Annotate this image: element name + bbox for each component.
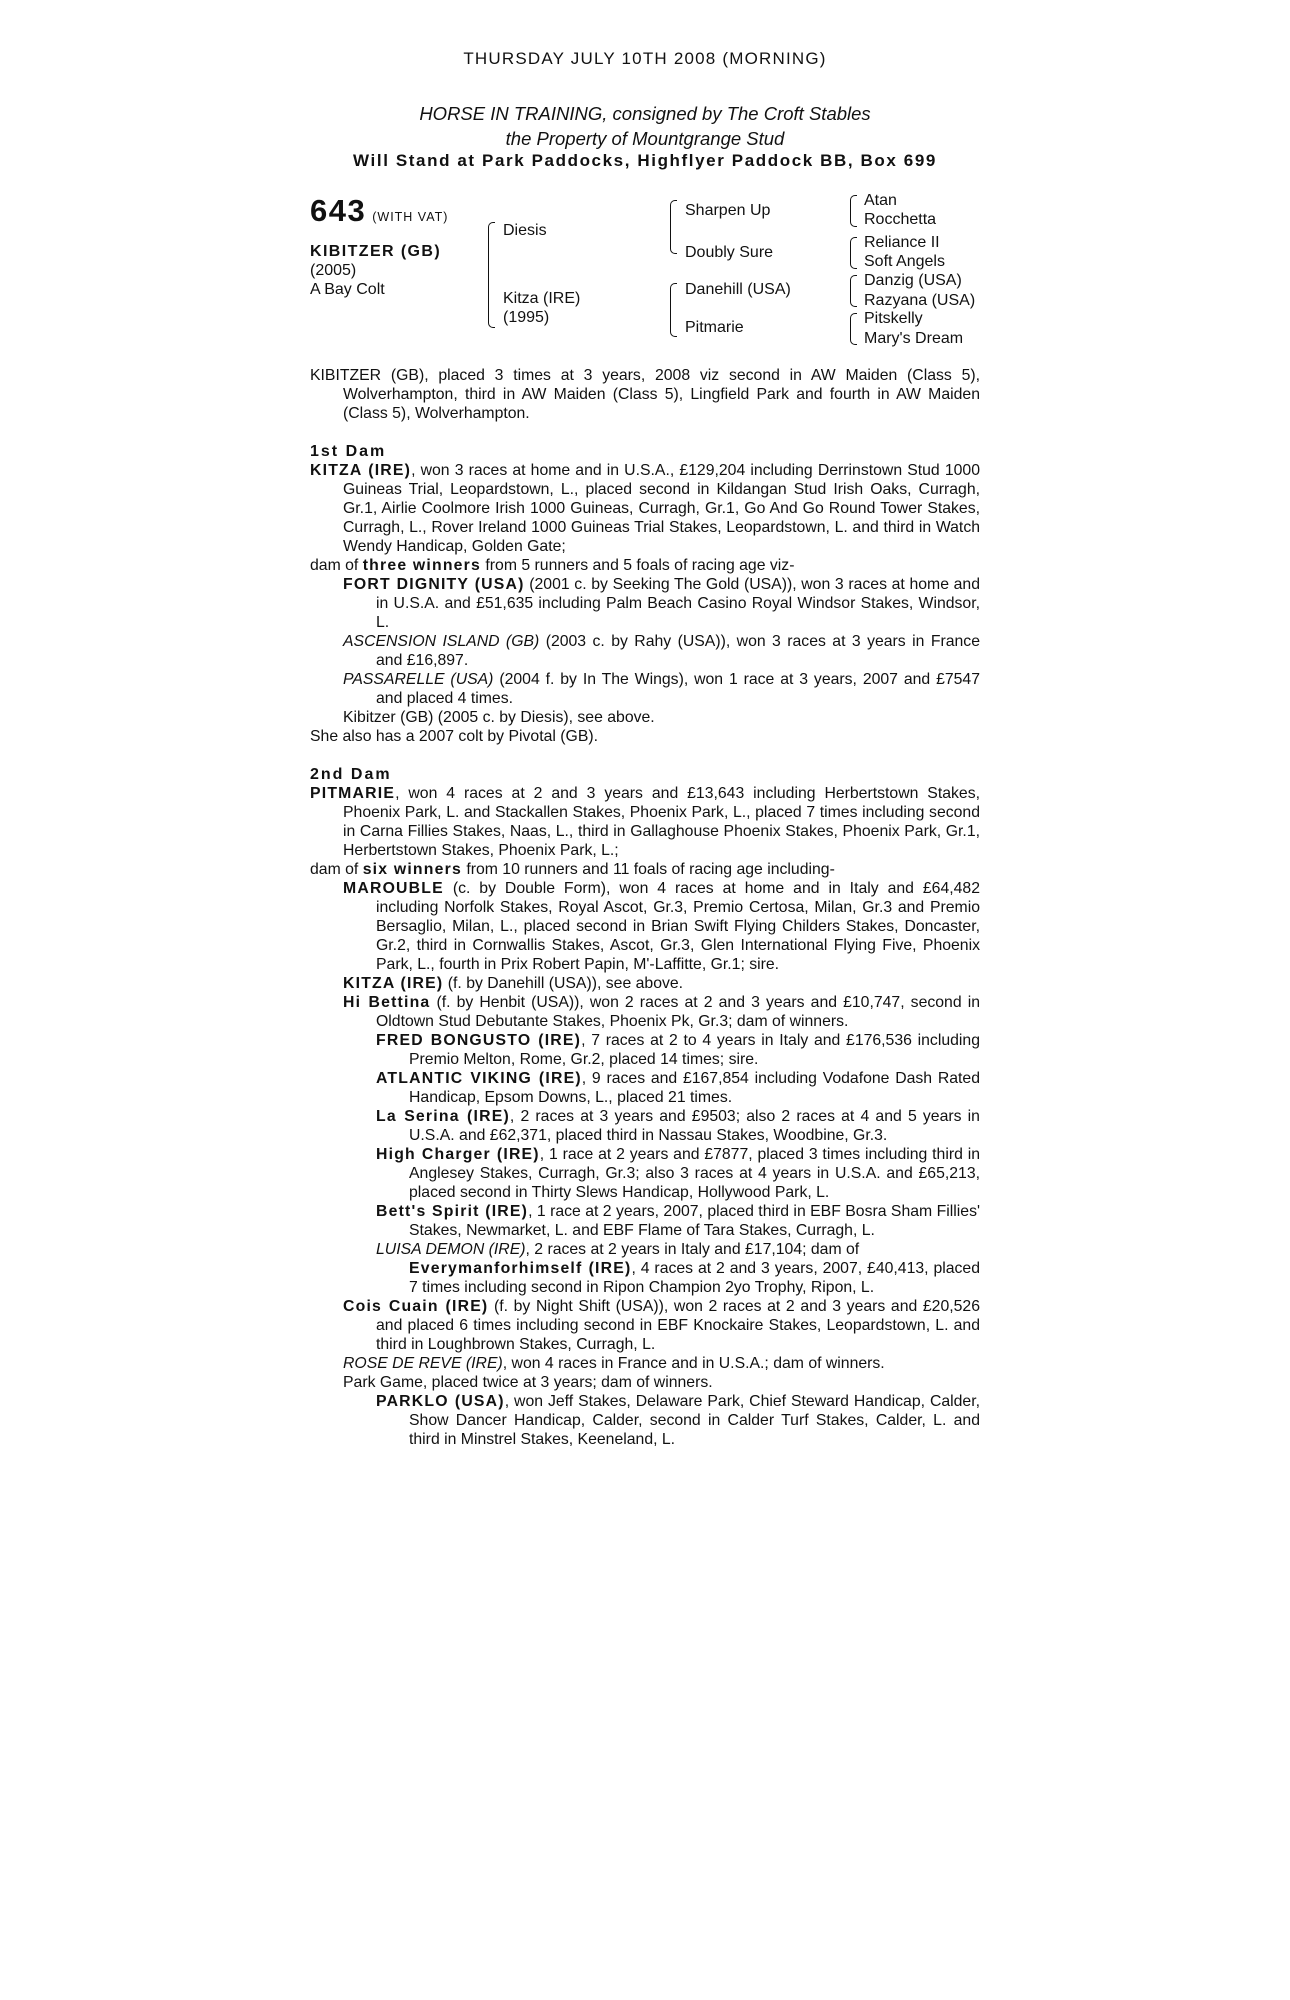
pedigree-dam-sire: Danehill (USA) bbox=[685, 281, 791, 298]
g-brace-3 bbox=[850, 275, 857, 307]
progeny-text: (c. by Double Form), won 4 races at home and in Italy and £64,482 including Norfolk Stakes, Royal Ascot, Gr.3, Premio Certosa, Milan, Gr.3 and Premio Bersaglio, Milan, L., placed second in Brian Swift Flying Childers Stakes, Doncaster, Gr.2, third in Cornwallis Stakes, Ascot, Gr.3, Glen International Flying Five, Phoenix Park, L., fourth in Prix Robert Papin, M'-Laffitte, Gr.1; sire. bbox=[376, 880, 980, 973]
progeny-text: (f. by Danehill (USA)), see above. bbox=[443, 975, 684, 992]
progeny-text: (f. by Henbit (USA)), won 2 races at 2 and 3 years and £10,747, second in Oldtown Stud Debutante Stakes, Phoenix Pk, Gr.3; dam of winners. bbox=[376, 994, 980, 1030]
first-dam-record bbox=[310, 461, 980, 556]
pedigree-g6: Razyana (USA) bbox=[864, 292, 976, 309]
grand-text: , 7 races at 2 to 4 years in Italy and £176,536 including Premio Melton, Rome, Gr.2, placed 14 times; sire. bbox=[409, 1032, 980, 1068]
also-has: She also has a 2007 colt by Pivotal (GB). bbox=[310, 728, 599, 745]
second-dam-title: 2nd Dam bbox=[310, 766, 392, 783]
great-name: Everymanforhimself (IRE) bbox=[409, 1260, 632, 1277]
horse-description: A Bay Colt bbox=[310, 281, 385, 298]
grand-progeny-item bbox=[310, 1240, 980, 1259]
lot-heading bbox=[310, 193, 448, 229]
grand-text: , 2 races at 3 years and £9503; also 2 races at 4 and 5 years in U.S.A. and £62,371, placed third in Nassau Stakes, Woodbine, Gr.3. bbox=[409, 1108, 980, 1144]
horse-identity bbox=[310, 242, 441, 299]
grand-text: , 2 races at 2 years in Italy and £17,104; dam of bbox=[525, 1241, 860, 1258]
grand-name: Bett's Spirit (IRE) bbox=[376, 1203, 529, 1220]
progeny-item bbox=[310, 575, 980, 632]
first-dam-title: 1st Dam bbox=[310, 443, 387, 460]
progeny-item bbox=[310, 708, 980, 727]
first-dam-winners: three winners bbox=[362, 557, 481, 574]
pedigree-g8: Mary's Dream bbox=[864, 330, 964, 347]
horse-summary: KIBITZER (GB), placed 3 times at 3 years, 2008 viz second in AW Maiden (Class 5), Wolverhampton, third in AW Maiden (Class 5), Lingfield Park and fourth in AW Maiden (Class 5), Wolverhampton. bbox=[310, 367, 980, 422]
progeny-item bbox=[310, 1297, 980, 1354]
grand-progeny-item bbox=[310, 1392, 980, 1449]
second-dam-of-suffix: from 10 runners and 11 foals of racing age including- bbox=[461, 861, 835, 878]
first-dam-text: , won 3 races at home and in U.S.A., £129,204 including Derrinstown Stud 1000 Guineas Trial, Leopardstown, L., placed second in Kildangan Stud Irish Oaks, Curragh, Gr.1, Airlie Coolmore Irish 1000 Guineas, Curragh, Gr.1, Go And Go Round Tower Stakes, Curragh, L., Rover Ireland 1000 Guineas Trial Stakes, Leopardstown, L. and third in Watch Wendy Handicap, Golden Gate; bbox=[343, 462, 980, 555]
progeny-item bbox=[310, 974, 980, 993]
pedigree-g1: Atan bbox=[864, 192, 897, 209]
grand-name: PARKLO (USA) bbox=[376, 1393, 505, 1410]
pedigree-dam: Kitza (IRE) bbox=[503, 290, 581, 307]
g-brace-2 bbox=[850, 237, 857, 269]
grand-text: , won Jeff Stakes, Delaware Park, Chief Steward Handicap, Calder, Show Dancer Handicap, Calder, second in Calder Turf Stakes, Calder, L. and third in Minstrel Stakes, Keeneland, L. bbox=[409, 1393, 980, 1448]
grand-progeny-item bbox=[310, 1202, 980, 1240]
horse-year: (2005) bbox=[310, 262, 357, 279]
horse-name: KIBITZER (GB) bbox=[310, 243, 442, 260]
progeny-name: ASCENSION ISLAND (GB) bbox=[343, 633, 540, 650]
progeny-name: ROSE DE REVE (IRE) bbox=[343, 1355, 503, 1372]
pedigree-dam-dam: Pitmarie bbox=[685, 319, 744, 336]
great-text: , 4 races at 2 and 3 years, 2007, £40,413, placed 7 times including second in Ripon Champion 2yo Trophy, Ripon, L. bbox=[409, 1260, 980, 1296]
second-dam-winners: six winners bbox=[362, 861, 462, 878]
progeny-text: (f. by Night Shift (USA)), won 2 races at 2 and 3 years and £20,526 and placed 6 times including second in EBF Knockaire Stakes, Leopardstown, L. and third in Loughbrown Stakes, Curragh, L. bbox=[376, 1298, 980, 1353]
pedigree-sire: Diesis bbox=[503, 222, 547, 239]
sire-line-brace bbox=[670, 200, 677, 254]
sire-dam-brace bbox=[488, 222, 495, 328]
grand-progeny-item bbox=[310, 1107, 980, 1145]
progeny-item: Park Game, placed twice at 3 years; dam of winners. bbox=[343, 1374, 713, 1391]
pedigree-g4: Soft Angels bbox=[864, 253, 945, 270]
pedigree-g2: Rocchetta bbox=[864, 211, 937, 228]
second-dam-text: , won 4 races at 2 and 3 years and £13,643 including Herbertstown Stakes, Phoenix Park, L. and Stackallen Stakes, Phoenix Park, L., placed 7 times including second in Carna Fillies Stakes, Naas, L., third in Gallaghouse Phoenix Stakes, Phoenix Park, Gr.1, Herbertstown Stakes, Phoenix Park, L.; bbox=[343, 785, 980, 859]
pedigree-g7: Pitskelly bbox=[864, 310, 923, 327]
grand-name: High Charger (IRE) bbox=[376, 1146, 540, 1163]
grand-name: ATLANTIC VIKING (IRE) bbox=[376, 1070, 582, 1087]
stand-location: Will Stand at Park Paddocks, Highflyer Paddock BB, Box 699 bbox=[353, 151, 937, 170]
second-dam-produce bbox=[310, 860, 980, 879]
progeny-text: (2003 c. by Rahy (USA)), won 3 races at 3 years in France and £16,897. bbox=[376, 633, 980, 669]
progeny-item bbox=[310, 879, 980, 974]
progeny-text: , won 4 races in France and in U.S.A.; dam of winners. bbox=[502, 1355, 885, 1372]
first-dam-produce bbox=[310, 556, 980, 575]
pedigree-sire-sire: Sharpen Up bbox=[685, 202, 771, 219]
g-brace-1 bbox=[850, 195, 857, 227]
grand-progeny-item bbox=[310, 1145, 980, 1202]
progeny-name: FORT DIGNITY (USA) bbox=[343, 576, 525, 593]
sale-date: THURSDAY JULY 10TH 2008 (MORNING) bbox=[463, 49, 827, 68]
progeny-item bbox=[310, 632, 980, 670]
pedigree-sire-dam: Doubly Sure bbox=[685, 244, 774, 261]
grand-name: LUISA DEMON (IRE) bbox=[376, 1241, 526, 1258]
g-brace-4 bbox=[850, 313, 857, 345]
progeny-name: PASSARELLE (USA) bbox=[343, 671, 494, 688]
dam-line-brace bbox=[670, 283, 677, 337]
race-record bbox=[310, 366, 980, 1449]
grand-progeny-item bbox=[310, 1069, 980, 1107]
second-dam-of-prefix: dam of bbox=[310, 861, 363, 878]
progeny-name: Hi Bettina bbox=[343, 994, 431, 1011]
first-dam-of-suffix: from 5 runners and 5 foals of racing age viz- bbox=[481, 557, 795, 574]
progeny-item bbox=[310, 670, 980, 708]
grand-text: , 1 race at 2 years and £7877, placed 3 times including third in Anglesey Stakes, Curragh, Gr.3; also 3 races at 4 years in U.S.A. and £65,213, placed second in Thirty Slews Handicap, Hollywood Park, L. bbox=[409, 1146, 980, 1201]
progeny-text: Kibitzer (GB) (2005 c. by Diesis), see above. bbox=[343, 709, 655, 726]
second-dam-name: PITMARIE bbox=[310, 785, 396, 802]
second-dam-record bbox=[310, 784, 980, 860]
pedigree-g3: Reliance II bbox=[864, 234, 940, 251]
progeny-name: Cois Cuain (IRE) bbox=[343, 1298, 489, 1315]
progeny-item bbox=[310, 993, 980, 1031]
first-dam-name: KITZA (IRE) bbox=[310, 462, 412, 479]
progeny-text: (2001 c. by Seeking The Gold (USA)), won 3 races at home and in U.S.A. and £51,635 including Palm Beach Casino Royal Windsor Stakes, Windsor, L. bbox=[376, 576, 980, 631]
progeny-name: KITZA (IRE) bbox=[343, 975, 444, 992]
progeny-name: MAROUBLE bbox=[343, 880, 444, 897]
great-grand-item bbox=[310, 1259, 980, 1297]
grand-progeny-item bbox=[310, 1031, 980, 1069]
consignment-line: HORSE IN TRAINING, consigned by The Croft Stables bbox=[419, 103, 871, 124]
first-dam-of-prefix: dam of bbox=[310, 557, 363, 574]
property-line: the Property of Mountgrange Stud bbox=[505, 128, 785, 149]
pedigree-dam-year: (1995) bbox=[503, 309, 550, 326]
grand-text: , 9 races and £167,854 including Vodafone Dash Rated Handicap, Epsom Downs, L., placed 21 times. bbox=[409, 1070, 981, 1106]
grand-text: , 1 race at 2 years, 2007, placed third in EBF Bosra Sham Fillies' Stakes, Newmarket, L. and EBF Flame of Tara Stakes, Curragh, L. bbox=[409, 1203, 980, 1239]
progeny-item bbox=[310, 1354, 980, 1373]
pedigree-g5: Danzig (USA) bbox=[864, 272, 962, 289]
grand-name: FRED BONGUSTO (IRE) bbox=[376, 1032, 582, 1049]
grand-name: La Serina (IRE) bbox=[376, 1108, 510, 1125]
progeny-text: (2004 f. by In The Wings), won 1 race at 3 years, 2007 and £7547 and placed 4 times. bbox=[376, 671, 981, 707]
vat-note: (WITH VAT) bbox=[372, 210, 449, 224]
lot-number: 643 bbox=[310, 193, 367, 228]
